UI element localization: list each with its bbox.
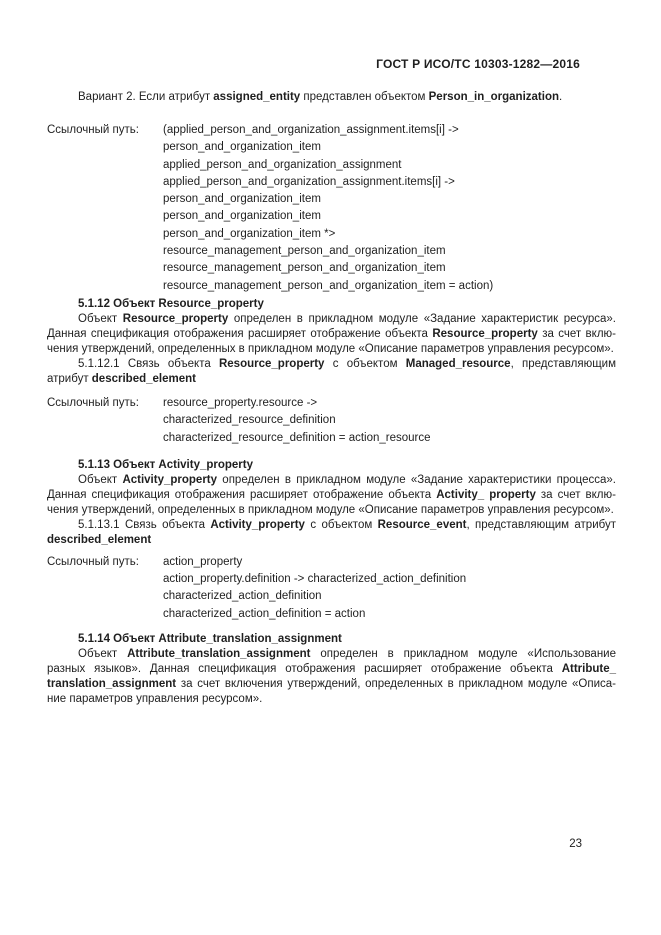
text-run: представлен объектом	[300, 91, 429, 103]
entity-name-text: Activity_ property	[436, 488, 536, 501]
text-run: с объектом	[304, 518, 378, 531]
entity-name-text: Activity_property	[210, 518, 305, 531]
text-run: с объектом	[324, 357, 406, 370]
reference-path-line: characterized_resource_definition	[163, 414, 336, 427]
text-run: за счет включения утверждений, определенных в прикладном модуле «Описание параметров управления ресурсом».	[47, 488, 616, 516]
entity-name-text: Attribute_ translation_assignment	[47, 663, 616, 691]
reference-path-line: person_and_organization_item	[163, 141, 321, 154]
entity-name-text: described_element	[47, 533, 152, 546]
body-paragraph	[47, 90, 616, 105]
entity-name-text: Person_in_organization	[428, 91, 559, 103]
reference-path-line: person_and_organization_item	[163, 193, 321, 206]
reference-path-line: action_property.definition -> characterized_action_definition	[163, 573, 467, 586]
reference-path-line: action_property	[163, 555, 243, 568]
body-paragraph	[47, 473, 616, 518]
section-heading	[47, 632, 616, 647]
reference-path-line: resource_management_person_and_organization_item	[163, 262, 446, 275]
reference-path-block	[47, 395, 616, 447]
text-run: Объект	[78, 312, 123, 325]
reference-path-line: characterized_resource_definition = action_resource	[163, 431, 431, 444]
reference-path-label: Ссылочный путь:	[47, 396, 139, 409]
entity-name-text: Resource_property	[432, 327, 538, 340]
reference-path-lines	[163, 122, 616, 295]
text-run: определен в прикладном модуле «Задание характеристики процесса». Данная спецификация отображения расширяет отображение объекта	[47, 473, 616, 501]
text-run: определен в прикладном модуле «Использование разных языков». Данная спецификация отображения расширяет отображение объекта	[47, 648, 616, 676]
reference-path-line: (applied_person_and_organization_assignment.items[i] ->	[163, 124, 459, 136]
entity-name-text: Resource_event	[377, 518, 467, 531]
reference-path-line: characterized_action_definition	[163, 590, 322, 603]
reference-path-label: Ссылочный путь:	[47, 555, 139, 568]
body-paragraph	[47, 518, 616, 548]
entity-name-text: Activity_property	[122, 473, 218, 486]
reference-path-line: resource_management_person_and_organization_item = action)	[163, 279, 494, 292]
reference-path-label: Ссылочный путь:	[47, 124, 139, 136]
reference-path-line: applied_person_and_organization_assignment	[163, 158, 402, 171]
section-heading	[47, 297, 616, 312]
text-run: Объект	[78, 473, 123, 486]
entity-name-text: Resource_property	[122, 312, 229, 325]
reference-path-block	[47, 122, 616, 295]
reference-path-line: resource_management_person_and_organization_item	[163, 245, 446, 258]
page-number: 23	[569, 838, 582, 850]
reference-path-line: characterized_action_definition = action	[163, 607, 366, 620]
reference-path-line: person_and_organization_item	[163, 210, 321, 223]
reference-path-lines	[163, 395, 616, 447]
entity-name-text: 5.1.13 Объект Activity_property	[78, 458, 254, 471]
text-run: определен в прикладном модуле «Задание характеристик ресурса». Данная спецификация отображения расширяет отображение объекта	[47, 312, 616, 340]
entity-name-text: described_element	[91, 372, 196, 385]
text-run: 5.1.12.1 Связь объекта	[78, 357, 219, 370]
text-run: за счет включения утверждений, определенных в прикладном модуле «Описание параметров управления ресурсом».	[47, 678, 616, 706]
body-paragraph	[47, 312, 616, 357]
reference-path-line: resource_property.resource ->	[163, 396, 318, 409]
entity-name-text: Resource_property	[218, 357, 325, 370]
section-heading	[47, 458, 616, 473]
text-run: , представляющим атрибут	[466, 518, 616, 531]
text-run: , представляющим атрибут	[47, 357, 616, 385]
text-run: 5.1.13.1 Связь объекта	[78, 518, 211, 531]
document-content	[47, 90, 616, 707]
entity-name-text: 5.1.14 Объект Attribute_translation_assignment	[78, 633, 342, 646]
text-run: за счет включения утверждений, определенных в прикладном модуле «Описание параметров управления ресурсом».	[47, 327, 616, 355]
reference-path-lines	[163, 554, 616, 623]
text-run: .	[559, 91, 563, 103]
entity-name-text: assigned_entity	[213, 91, 301, 103]
entity-name-text: Attribute_translation_assignment	[127, 648, 311, 661]
reference-path-line: applied_person_and_organization_assignment.items[i] ->	[163, 175, 455, 188]
entity-name-text: Managed_resource	[405, 357, 511, 370]
text-run: Объект	[78, 648, 128, 661]
body-paragraph	[47, 647, 616, 707]
text-run: Вариант 2. Если атрибут	[78, 91, 214, 103]
running-header: ГОСТ Р ИСО/ТС 10303-1282—2016	[376, 57, 580, 71]
reference-path-line: person_and_organization_item *>	[163, 227, 336, 240]
reference-path-block	[47, 554, 616, 623]
body-paragraph	[47, 357, 616, 387]
entity-name-text: 5.1.12 Объект Resource_property	[78, 297, 264, 310]
